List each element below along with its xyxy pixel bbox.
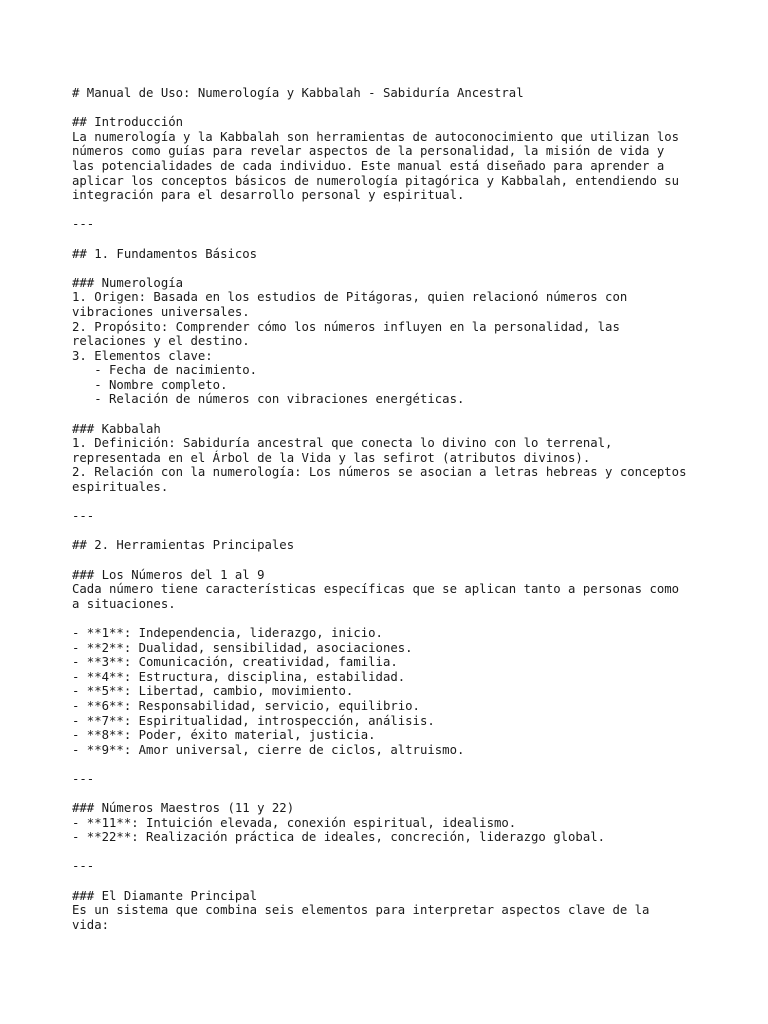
blank-line <box>72 261 732 276</box>
list-item: - **1**: Independencia, liderazgo, inicio. <box>72 625 383 640</box>
blank-line <box>72 611 732 626</box>
list-item: - **2**: Dualidad, sensibilidad, asociaciones. <box>72 640 413 655</box>
text-line: representada en el Árbol de la Vida y las sefirot (atributos divinos). <box>72 450 591 465</box>
subsection-heading: ### Números Maestros (11 y 22) <box>72 801 295 816</box>
text-line: números como guías para revelar aspectos de la personalidad, la misión de vida y <box>72 144 665 159</box>
document-body <box>72 86 732 932</box>
blank-line <box>72 845 732 860</box>
text-line: las potencialidades de cada individuo. Este manual está diseñado para aprender a <box>72 158 665 173</box>
text-line: vibraciones universales. <box>72 304 250 319</box>
document-title: # Manual de Uso: Numerología y Kabbalah - Sabiduría Ancestral <box>72 86 524 100</box>
subsection-heading: ### Los Números del 1 al 9 <box>72 567 265 582</box>
text-line: vida: <box>72 917 110 932</box>
list-item: - **5**: Libertad, cambio, movimiento. <box>72 684 354 699</box>
blank-line <box>72 407 732 422</box>
numbered-item: 2. Propósito: Comprender cómo los números influyen en la personalidad, las <box>72 319 620 334</box>
section-heading: ## 2. Herramientas Principales <box>72 538 295 553</box>
subsection-heading: ### Kabbalah <box>72 421 161 436</box>
text-line: La numerología y la Kabbalah son herramientas de autoconocimiento que utilizan los <box>72 129 680 144</box>
blank-line <box>72 101 732 116</box>
numbered-item: 1. Definición: Sabiduría ancestral que conecta lo divino con lo terrenal, <box>72 436 613 451</box>
text-line: espirituales. <box>72 480 169 495</box>
list-item: - **9**: Amor universal, cierre de ciclos, altruismo. <box>72 742 465 757</box>
text-line: aplicar los conceptos básicos de numerología pitagórica y Kabbalah, entendiendo su <box>72 173 680 188</box>
numbered-item: 3. Elementos clave: <box>72 348 213 363</box>
text-line: a situaciones. <box>72 596 176 611</box>
text-line: Es un sistema que combina seis elementos para interpretar aspectos clave de la <box>72 903 650 918</box>
blank-line <box>72 232 732 247</box>
horizontal-rule: --- <box>72 859 95 874</box>
subsection-heading: ### El Diamante Principal <box>72 888 258 903</box>
text-line: integración para el desarrollo personal y espiritual. <box>72 188 465 203</box>
blank-line <box>72 495 732 510</box>
list-item: - **3**: Comunicación, creatividad, familia. <box>72 655 398 670</box>
list-item: - **7**: Espiritualidad, introspección, análisis. <box>72 713 435 728</box>
numbered-item: 2. Relación con la numerología: Los números se asocian a letras hebreas y conceptos <box>72 465 687 480</box>
list-item: - **8**: Poder, éxito material, justicia. <box>72 728 376 743</box>
blank-line <box>72 524 732 539</box>
list-item: - Relación de números con vibraciones energéticas. <box>72 392 465 407</box>
blank-line <box>72 553 732 568</box>
list-item: - **11**: Intuición elevada, conexión espiritual, idealismo. <box>72 815 517 830</box>
text-line: relaciones y el destino. <box>72 334 250 349</box>
list-item: - Fecha de nacimiento. <box>72 363 258 378</box>
blank-line <box>72 787 732 802</box>
section-heading: ## Introducción <box>72 115 184 130</box>
numbered-item: 1. Origen: Basada en los estudios de Pitágoras, quien relacionó números con <box>72 290 628 305</box>
list-item: - **6**: Responsabilidad, servicio, equilibrio. <box>72 698 420 713</box>
subsection-heading: ### Numerología <box>72 275 184 290</box>
blank-line <box>72 203 732 218</box>
horizontal-rule: --- <box>72 217 95 232</box>
list-item: - Nombre completo. <box>72 377 228 392</box>
list-item: - **4**: Estructura, disciplina, estabilidad. <box>72 669 406 684</box>
blank-line <box>72 874 732 889</box>
section-heading: ## 1. Fundamentos Básicos <box>72 246 258 261</box>
horizontal-rule: --- <box>72 509 95 524</box>
horizontal-rule: --- <box>72 771 95 786</box>
list-item: - **22**: Realización práctica de ideales, concreción, liderazgo global. <box>72 830 606 845</box>
blank-line <box>72 757 732 772</box>
text-line: Cada número tiene características específicas que se aplican tanto a personas como <box>72 582 680 597</box>
